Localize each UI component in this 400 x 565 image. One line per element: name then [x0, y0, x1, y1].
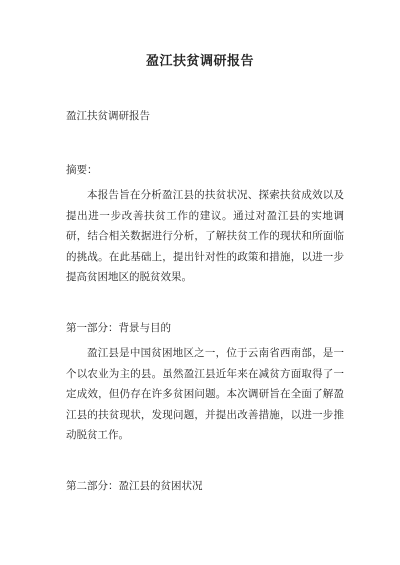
part2-heading: 第二部分：盈江县的贫困状况 — [66, 480, 203, 492]
abstract-heading: 摘要： — [66, 164, 98, 176]
abstract-paragraph: 本报告旨在分析盈江县的扶贫状况、探索扶贫成效以及提出进一步改善扶贫工作的建议。通过对盈江县的实地调研，结合相关数据进行分析，了解扶贫工作的现状和所面临的挑战。在此基础上，提出针对性的政策和措施，以进一步提高贫困地区的脱贫效果。 — [66, 189, 344, 283]
part1-paragraph: 盈江县是中国贫困地区之一，位于云南省西南部，是一个以农业为主的县。虽然盈江县近年来在减贫方面取得了一定成效，但仍存在许多贫困问题。本次调研旨在全面了解盈江县的扶贫现状，发现问题，并提出改善措施，以进一步推动脱贫工作。 — [66, 347, 344, 441]
document-title: 盈江扶贫调研报告 — [145, 54, 254, 69]
part1-heading: 第一部分：背景与目的 — [66, 322, 171, 334]
document-subtitle: 盈江扶贫调研报告 — [66, 110, 150, 122]
